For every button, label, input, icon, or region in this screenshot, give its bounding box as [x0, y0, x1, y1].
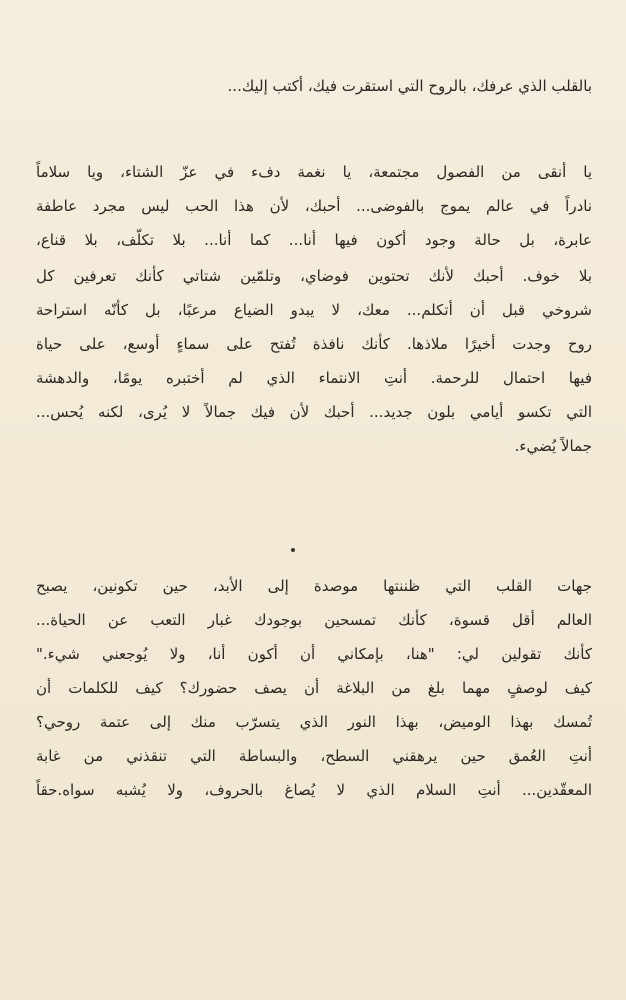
- section-separator-dot: [291, 548, 295, 552]
- paragraph-2-line: كأنك تقولين لي: "هنا، بإمكاني أن أكون أنا، ولا يُوجعني شيء.": [36, 645, 592, 663]
- paragraph-1-line: بلا خوف. أحبك لأنك تحتوين فوضاي، وتلمّين شتاتي كأنك تعرفين كل: [36, 267, 592, 285]
- paragraph-1-line: عابرة، بل حالة وجود أكون فيها أنا... كما أنا... بلا تكلّف، بلا قناع،: [36, 231, 592, 249]
- paragraph-2-line: جهات القلب التي ظننتها موصدة إلى الأبد، حين تكونين، يصبح: [36, 577, 592, 595]
- paragraph-1-line: يا أنقى من الفصول مجتمعة، يا نغمة دفء في عزّ الشتاء، ويا سلاماً: [36, 163, 592, 181]
- paragraph-2-line: كيف لوصفٍ مهما بلغ من البلاغة أن يصف حضورك؟ كيف للكلمات أن: [36, 679, 592, 697]
- opening-line: بالقلب الذي عرفك، بالروح التي استقرت فيك، أكتب إليك...: [227, 77, 592, 95]
- paragraph-1-line: نادراً في عالم يموج بالفوضى... أحبك، لأن هذا الحب ليس مجرد عاطفة: [36, 197, 592, 215]
- paragraph-1-line: شروخي قبل أن أتكلم... معك، لا يبدو الضياع مرعبًا، بل كأنّه استراحة: [36, 301, 592, 319]
- paragraph-2-line: المعقّدين... أنتِ السلام الذي لا يُصاغ بالحروف، ولا يُشبه سواه.حقاً: [36, 781, 592, 799]
- paragraph-1-line: روح وجدت أخيرًا ملاذها. كأنك نافذة تُفتح على سماءٍ أوسع، على حياة: [36, 335, 592, 353]
- paragraph-2-line: العالم أقل قسوة، كأنك تمسحين بوجودك غبار التعب عن الحياة...: [36, 611, 592, 629]
- paragraph-1-line: فيها احتمال للرحمة. أنتِ الانتماء الذي لم أختبره يومًا، والدهشة: [36, 369, 592, 387]
- paragraph-1-line: التي تكسو أيامي بلون جديد... أحبك لأن فيك جمالاً لا يُرى، لكنه يُحس...: [36, 403, 592, 421]
- paragraph-2-line: أنتِ العُمق حين يرهقني السطح، والبساطة التي تنقذني من غابة: [36, 747, 592, 765]
- paragraph-2-line: تُمسك بهذا الوميض، بهذا النور الذي يتسرّب منك إلى عتمة روحي؟: [36, 713, 592, 731]
- paragraph-1-line: جمالاً يُضيء.: [514, 437, 592, 455]
